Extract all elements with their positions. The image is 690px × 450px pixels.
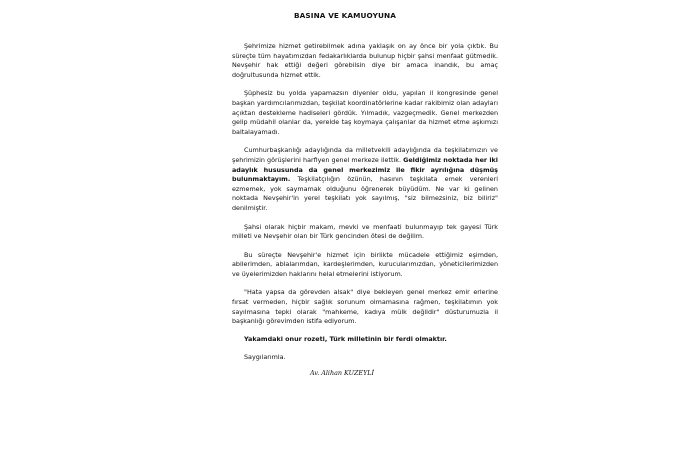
closing-line: Saygılarımla. <box>244 353 286 362</box>
paragraph-2 <box>232 89 498 137</box>
paragraph-5 <box>232 251 498 280</box>
paragraph-3 <box>232 146 498 213</box>
paragraph-3-text-b: Teşkilatçılığın özünün, hasının teşkilata emek verenleri ezmemek, yok saymamak olduğunu öğrenerek büyüdüm. Ne var ki gelinen noktada Nevşehir'in yerel teşkilatı yok sayılmış, "siz bilmezsiniz, biz biliriz" denilmiştir. <box>232 175 498 212</box>
paragraph-5-text: Bu süreçte Nevşehir'e hizmet için birlikte mücadele ettiğimiz eşimden, abilerimden, ablalarımdan, kardeşlerimden, kurucularımızdan, yöneticilerimizden ve üyelerimizden haklarını helal etmelerini istiyorum. <box>232 250 498 278</box>
paragraph-6 <box>232 288 498 326</box>
paragraph-1 <box>232 42 498 80</box>
paragraph-4-text: Şahsi olarak hiçbir makam, mevki ve menfaati bulunmayıp tek gayesi Türk milleti ve Nevşehir olan bir Türk gencinden ötesi de değilim. <box>232 222 498 241</box>
paragraph-6-text: "Hata yapsa da görevden alsak" diye bekleyen genel merkez emir erlerine fırsat vermeden, hiçbir sağlık sorunum olmamasına rağmen, teşkilatımın yok sayılmasına tepki olarak "mahkeme, kadıya mülk değildir" düsturumuzla il başkanlığı görevimden istifa ediyorum. <box>232 288 498 326</box>
paragraph-3-bold-text: Geldiğimiz noktada her iki adaylık hususunda da genel merkezimiz ile fikir ayrılığına düşmüş bulunmaktayım. <box>232 155 498 184</box>
emphasis-line: Yakamdaki onur rozeti, Türk milletinin bir ferdi olmaktır. <box>244 334 447 343</box>
paragraph-4 <box>232 223 498 242</box>
paragraph-1-text: Şehrimize hizmet getirebilmek adına yaklaşık on ay önce bir yola çıktık. Bu süreçte tüm hayatımızdan fedakarlıklarda bulunup hiçbir şahsi menfaat gütmedik. Nevşehir hak ettiği değeri görebilsin diye bir amaca inandık, bu amaç doğrultusunda hizmet ettik. <box>232 42 498 79</box>
paragraph-2-text: Şüphesiz bu yolda yapamazsın diyenler oldu, yapılan il kongresinde genel başkan yardımcılarımızdan, teşkilat koordinatörlerine kadar rakibimiz olan adayları açıktan destekleme hadiseleri gördük. Yılmadık, vazgeçmedik. Genel merkezden gelip müdahil olanlar da, yerelde taş koymaya çalışanlar da hizmet etme aşkımızı baltalayamadı. <box>232 89 498 136</box>
paragraph-3-text-a: Cumhurbaşkanlığı adaylığında da milletvekili adaylığında da teşkilatımızın ve şehrimizin görüşlerini harfiyen genel merkeze ilettik. <box>232 146 498 164</box>
document-title: BASINA VE KAMUOYUNA <box>294 11 396 20</box>
signature: Av. Alihan KUZEYLİ <box>310 369 375 378</box>
statement-body <box>232 42 498 379</box>
